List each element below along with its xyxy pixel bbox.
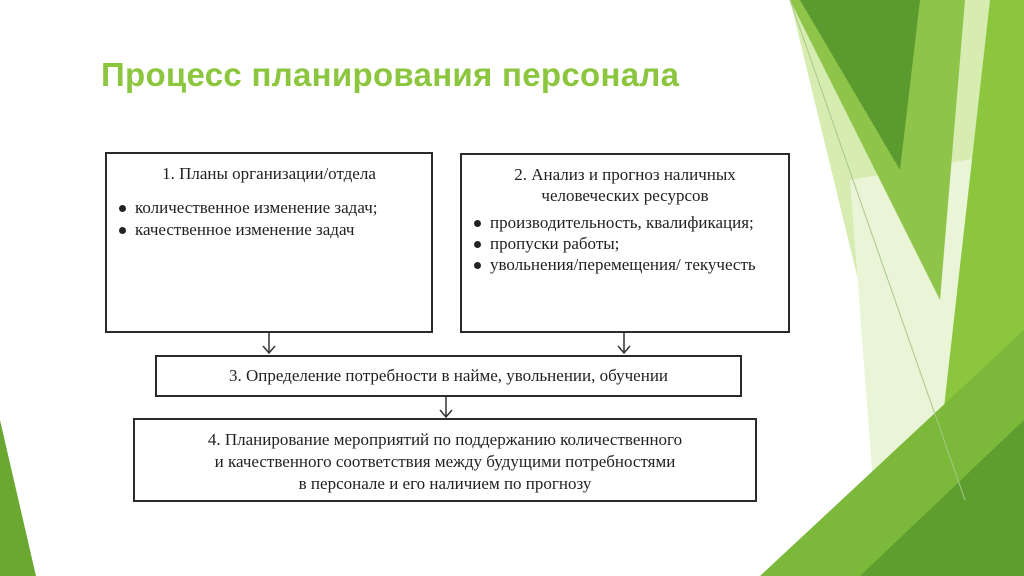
list-item: увольнения/перемещения/ текучесть (472, 254, 778, 275)
heading-line: человеческих ресурсов (541, 186, 709, 205)
list-item: качественное изменение задач (117, 219, 421, 241)
org-plans-heading: 1. Планы организации/отдела (162, 164, 376, 183)
org-plans-box (105, 152, 433, 333)
resources-analysis-heading (472, 164, 778, 206)
list-item: пропуски работы; (472, 233, 778, 254)
arrow-down-icon (259, 333, 279, 355)
heading-line: 2. Анализ и прогноз наличных (514, 165, 736, 184)
activities-planning-box (133, 418, 757, 502)
resources-analysis-box (460, 153, 790, 333)
needs-definition-text: 3. Определение потребности в найме, увольнении, обучении (228, 366, 669, 385)
arrow-down-icon (436, 397, 456, 419)
slide-title: Процесс планирования персонала (101, 56, 680, 93)
arrow-down-icon (614, 333, 634, 355)
activities-planning-line: 4. Планирование мероприятий по поддержанию количественного (207, 430, 683, 449)
activities-planning-line: и качественного соответствия между будущими потребностями (214, 452, 676, 471)
activities-planning-line: в персонале и его наличием по прогнозу (298, 474, 592, 493)
left-green-shape (0, 420, 36, 576)
list-item: производительность, квалификация; (472, 212, 778, 233)
resources-analysis-list (472, 212, 778, 275)
org-plans-list (117, 197, 421, 241)
list-item: количественное изменение задач; (117, 197, 421, 219)
needs-definition-box (155, 355, 742, 397)
